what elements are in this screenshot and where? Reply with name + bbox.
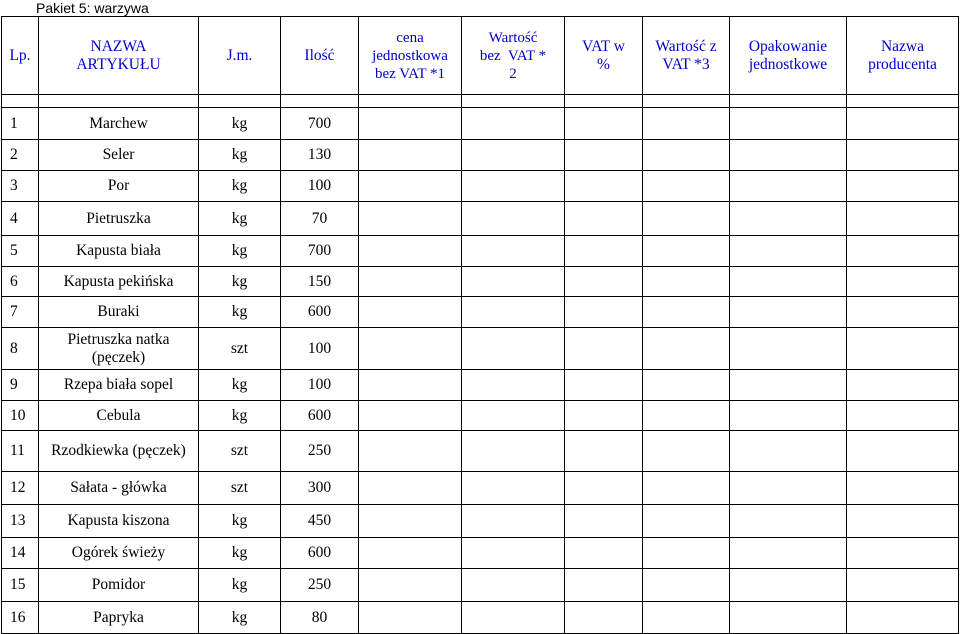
- header-packaging: [730, 17, 847, 95]
- row-vat-pct: [565, 472, 643, 505]
- row-packaging: [730, 538, 847, 569]
- row-packaging: [730, 297, 847, 328]
- row-value-net: [462, 236, 565, 267]
- row-producer: [847, 328, 959, 370]
- row-name: Ogórek świeży: [39, 538, 199, 569]
- table-row: [2, 401, 959, 431]
- header-producer-line1: Nazwa: [880, 37, 925, 55]
- row-vat-pct: [565, 569, 643, 602]
- table-row: [2, 171, 959, 202]
- row-unit-price: [359, 328, 462, 370]
- row-value-net: [462, 569, 565, 602]
- row-unit-price: [359, 505, 462, 538]
- row-unit: kg: [199, 569, 281, 602]
- price-table: [1, 16, 959, 634]
- row-unit-price: [359, 370, 462, 401]
- row-packaging: [730, 602, 847, 634]
- row-producer: [847, 202, 959, 236]
- row-value-gross: [643, 538, 730, 569]
- row-lp: 6: [2, 267, 39, 297]
- row-producer: [847, 602, 959, 634]
- row-packaging: [730, 370, 847, 401]
- row-producer: [847, 569, 959, 602]
- row-unit: kg: [199, 108, 281, 140]
- row-lp: 7: [2, 297, 39, 328]
- row-value-net: [462, 472, 565, 505]
- row-packaging: [730, 171, 847, 202]
- row-unit-price: [359, 202, 462, 236]
- header-value-gross: [643, 17, 730, 95]
- row-unit-price: [359, 431, 462, 472]
- row-value-net: [462, 602, 565, 634]
- table-row: [2, 538, 959, 569]
- row-unit: kg: [199, 297, 281, 328]
- row-packaging: [730, 108, 847, 140]
- row-qty: 100: [281, 370, 359, 401]
- row-unit-price: [359, 140, 462, 171]
- row-packaging: [730, 202, 847, 236]
- row-producer: [847, 505, 959, 538]
- row-value-gross: [643, 202, 730, 236]
- table-row: [2, 569, 959, 602]
- table-row: [2, 328, 959, 370]
- row-producer: [847, 267, 959, 297]
- header-value-gross-line1: Wartość z: [655, 37, 717, 55]
- header-lp: Lp.: [2, 17, 39, 95]
- package-title: Pakiet 5: warzywa: [36, 0, 149, 16]
- row-vat-pct: [565, 328, 643, 370]
- row-packaging: [730, 401, 847, 431]
- header-producer-line2: producenta: [868, 55, 937, 73]
- table-row: [2, 370, 959, 401]
- row-value-net: [462, 267, 565, 297]
- row-lp: 16: [2, 602, 39, 634]
- row-name: Pomidor: [39, 569, 199, 602]
- row-unit: kg: [199, 140, 281, 171]
- row-qty: 150: [281, 267, 359, 297]
- row-lp: 2: [2, 140, 39, 171]
- row-name: Pietruszka: [39, 202, 199, 236]
- row-qty: 130: [281, 140, 359, 171]
- row-value-net: [462, 431, 565, 472]
- table-row: [2, 108, 959, 140]
- row-vat-pct: [565, 505, 643, 538]
- row-qty: 70: [281, 202, 359, 236]
- header-name-line1: NAZWA: [90, 37, 147, 55]
- row-vat-pct: [565, 108, 643, 140]
- header-value-net-line3: 2: [509, 65, 517, 82]
- row-producer: [847, 538, 959, 569]
- row-packaging: [730, 140, 847, 171]
- row-unit-price: [359, 171, 462, 202]
- row-lp: 12: [2, 472, 39, 505]
- row-value-gross: [643, 602, 730, 634]
- row-lp: 10: [2, 401, 39, 431]
- row-name: Rzodkiewka (pęczek): [39, 431, 199, 472]
- row-value-gross: [643, 236, 730, 267]
- row-lp: 3: [2, 171, 39, 202]
- row-name: Marchew: [39, 108, 199, 140]
- row-packaging: [730, 328, 847, 370]
- row-lp: 13: [2, 505, 39, 538]
- row-qty: 250: [281, 431, 359, 472]
- header-value-net: [462, 17, 565, 95]
- table-row: [2, 297, 959, 328]
- header-value-gross-line2: VAT *3: [662, 55, 710, 73]
- row-value-net: [462, 505, 565, 538]
- row-qty: 250: [281, 569, 359, 602]
- table-row: [2, 202, 959, 236]
- row-qty: 700: [281, 236, 359, 267]
- header-qty: Ilość: [281, 17, 359, 95]
- row-unit: kg: [199, 236, 281, 267]
- row-lp: 9: [2, 370, 39, 401]
- row-name: Kapusta pekińska: [39, 267, 199, 297]
- row-value-gross: [643, 108, 730, 140]
- row-value-net: [462, 297, 565, 328]
- row-value-net: [462, 171, 565, 202]
- row-lp: 15: [2, 569, 39, 602]
- row-qty: 100: [281, 171, 359, 202]
- row-name: Seler: [39, 140, 199, 171]
- row-value-net: [462, 328, 565, 370]
- row-producer: [847, 108, 959, 140]
- row-unit: kg: [199, 267, 281, 297]
- row-packaging: [730, 431, 847, 472]
- row-unit-price: [359, 569, 462, 602]
- row-name: Papryka: [39, 602, 199, 634]
- header-unit-price-line1: cena: [396, 29, 424, 46]
- row-producer: [847, 401, 959, 431]
- row-vat-pct: [565, 431, 643, 472]
- row-unit: szt: [199, 472, 281, 505]
- row-unit-price: [359, 538, 462, 569]
- row-name: Sałata - główka: [39, 472, 199, 505]
- spacer-row: [2, 95, 959, 108]
- row-vat-pct: [565, 538, 643, 569]
- row-qty: 600: [281, 401, 359, 431]
- row-vat-pct: [565, 602, 643, 634]
- row-unit: szt: [199, 328, 281, 370]
- header-unit-price-line2: jednostkowa: [372, 47, 448, 64]
- row-packaging: [730, 236, 847, 267]
- row-unit-price: [359, 236, 462, 267]
- header-producer: [847, 17, 959, 95]
- row-lp: 4: [2, 202, 39, 236]
- table-row: [2, 505, 959, 538]
- row-unit: kg: [199, 171, 281, 202]
- row-lp: 14: [2, 538, 39, 569]
- row-qty: 100: [281, 328, 359, 370]
- row-qty: 600: [281, 538, 359, 569]
- row-unit-price: [359, 472, 462, 505]
- row-producer: [847, 370, 959, 401]
- row-unit: kg: [199, 370, 281, 401]
- row-name: Buraki: [39, 297, 199, 328]
- header-unit-price: [359, 17, 462, 95]
- header-unit: J.m.: [199, 17, 281, 95]
- table-row: [2, 267, 959, 297]
- header-value-net-line1: Wartość: [488, 29, 538, 46]
- row-vat-pct: [565, 370, 643, 401]
- row-value-net: [462, 202, 565, 236]
- row-unit: kg: [199, 505, 281, 538]
- header-vat-pct-line2: %: [597, 55, 610, 73]
- row-value-net: [462, 538, 565, 569]
- header-packaging-line1: Opakowanie: [748, 37, 828, 55]
- row-name: Por: [39, 171, 199, 202]
- row-packaging: [730, 472, 847, 505]
- header-row: [2, 17, 959, 95]
- row-packaging: [730, 505, 847, 538]
- row-unit-price: [359, 297, 462, 328]
- table-row: [2, 140, 959, 171]
- header-value-net-line2: bez VAT *: [479, 47, 547, 64]
- row-unit: kg: [199, 202, 281, 236]
- row-unit-price: [359, 267, 462, 297]
- row-lp: 5: [2, 236, 39, 267]
- row-name: Rzepa biała sopel: [39, 370, 199, 401]
- row-value-net: [462, 140, 565, 171]
- row-producer: [847, 140, 959, 171]
- row-vat-pct: [565, 297, 643, 328]
- row-producer: [847, 236, 959, 267]
- row-value-gross: [643, 140, 730, 171]
- row-unit: szt: [199, 431, 281, 472]
- row-value-gross: [643, 267, 730, 297]
- row-packaging: [730, 569, 847, 602]
- table-row: [2, 431, 959, 472]
- row-lp: 11: [2, 431, 39, 472]
- header-unit-price-line3: bez VAT *1: [374, 65, 445, 82]
- table-row: [2, 236, 959, 267]
- header-packaging-line2: jednostkowe: [748, 55, 828, 73]
- row-producer: [847, 297, 959, 328]
- row-qty: 300: [281, 472, 359, 505]
- row-name: Cebula: [39, 401, 199, 431]
- row-producer: [847, 472, 959, 505]
- row-value-gross: [643, 171, 730, 202]
- row-value-net: [462, 108, 565, 140]
- row-qty: 700: [281, 108, 359, 140]
- row-lp: 8: [2, 328, 39, 370]
- row-vat-pct: [565, 171, 643, 202]
- row-vat-pct: [565, 401, 643, 431]
- row-value-gross: [643, 472, 730, 505]
- row-unit-price: [359, 108, 462, 140]
- table-row: [2, 602, 959, 634]
- row-lp: 1: [2, 108, 39, 140]
- row-name: Pietruszka natka (pęczek): [39, 328, 199, 370]
- row-unit-price: [359, 401, 462, 431]
- row-producer: [847, 431, 959, 472]
- header-name: [39, 17, 199, 95]
- row-value-net: [462, 401, 565, 431]
- row-unit: kg: [199, 538, 281, 569]
- table-row: [2, 472, 959, 505]
- row-name: Kapusta kiszona: [39, 505, 199, 538]
- row-vat-pct: [565, 140, 643, 171]
- row-name: Kapusta biała: [39, 236, 199, 267]
- row-unit-price: [359, 602, 462, 634]
- row-qty: 450: [281, 505, 359, 538]
- table-body: [2, 95, 959, 634]
- row-value-gross: [643, 297, 730, 328]
- row-value-gross: [643, 431, 730, 472]
- header-name-line2: ARTYKUŁU: [76, 55, 161, 73]
- row-vat-pct: [565, 202, 643, 236]
- row-value-gross: [643, 370, 730, 401]
- row-unit: kg: [199, 602, 281, 634]
- row-packaging: [730, 267, 847, 297]
- row-unit: kg: [199, 401, 281, 431]
- row-value-gross: [643, 569, 730, 602]
- header-vat-pct-line1: VAT w: [582, 37, 625, 55]
- row-value-gross: [643, 328, 730, 370]
- row-vat-pct: [565, 236, 643, 267]
- row-vat-pct: [565, 267, 643, 297]
- row-qty: 600: [281, 297, 359, 328]
- header-vat-pct: [565, 17, 643, 95]
- row-value-net: [462, 370, 565, 401]
- row-value-gross: [643, 505, 730, 538]
- row-producer: [847, 171, 959, 202]
- row-qty: 80: [281, 602, 359, 634]
- row-value-gross: [643, 401, 730, 431]
